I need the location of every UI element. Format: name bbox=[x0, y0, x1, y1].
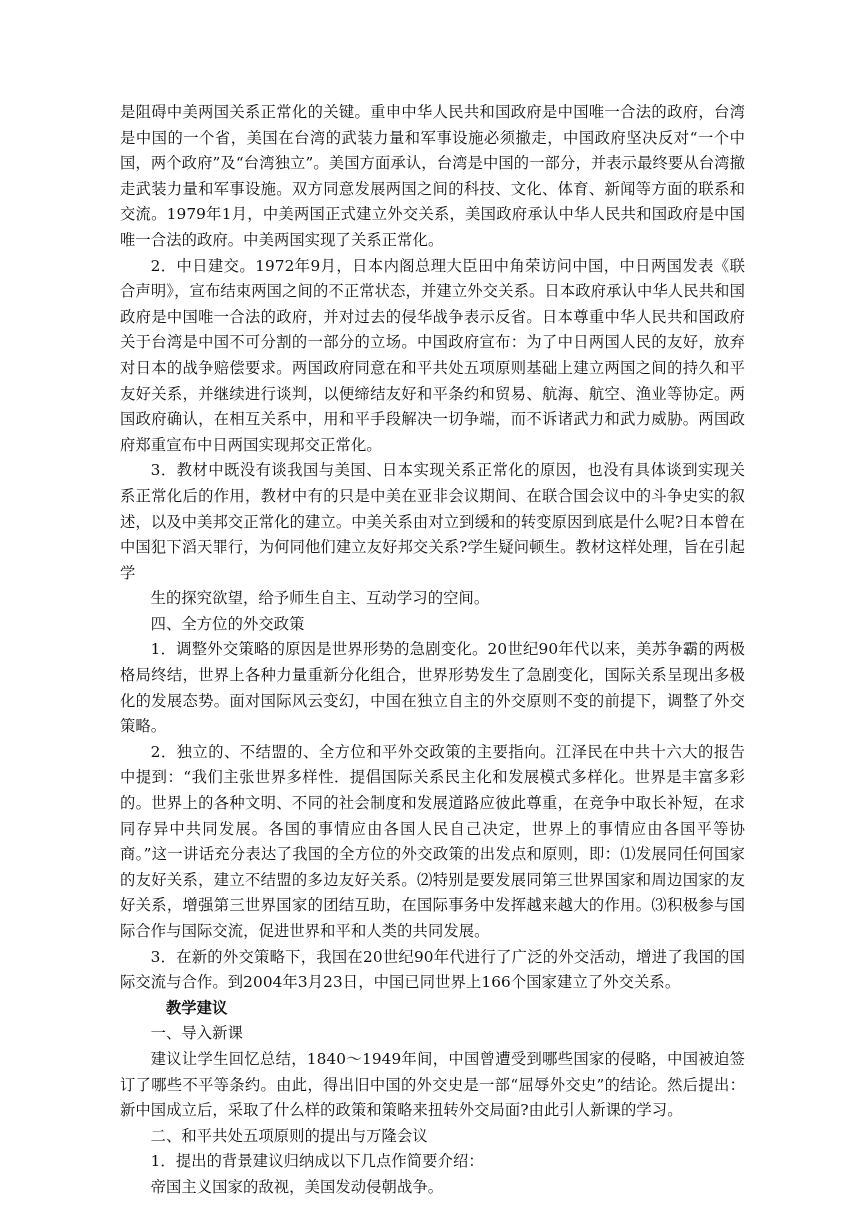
paragraph-strategy-adjustment: 1．调整外交策略的原因是世界形势的急剧变化。20世纪90年代以来，美苏争霸的两极格局终结，世界上各种力量重新分化组合，世界形势发生了急剧变化，国际关系呈现出多极化的发展态势。面对国际风云变幻，中国在独立自主的外交原则不变的前提下，调整了外交策略。 bbox=[120, 640, 745, 736]
paragraph-textbook-analysis: 3．教材中既没有谈我国与美国、日本实现关系正常化的原因，也没有具体谈到实现关系正常化后的作用，教材中有的只是中美在亚非会议期间、在联合国会议中的斗争史实的叙述，以及中美邦交正常化的建立。中美关系由对立到缓和的转变原因到底是什么呢?日本曾在中国犯下滔天罪行，为何同他们建立友好邦交关系?学生疑问顿生。教材这样处理，旨在引起学 bbox=[120, 461, 745, 582]
paragraph-imperialist-hostility: 帝国主义国家的敌视，美国发动侵朝战争。 bbox=[150, 1177, 444, 1196]
subheading-introduce-lesson: 一、导入新课 bbox=[150, 1024, 243, 1043]
paragraph-china-japan-relations: 2．中日建交。1972年9月，日本内阁总理大臣田中角荣访问中国，中日两国发表《联合声明》，宣布结束两国之间的不正常状态，并建立外交关系。日本政府承认中华人民共和国政府是中国唯一合法的政府，并对过去的侵华战争表示反省。日本尊重中华人民共和国政府关于台湾是中国不可分割的一部分的立场。中国政府宣布：为了中日两国人民的友好，放弃对日本的战争赔偿要求。两国政府同意在和平共处五项原则基础上建立两国之间的持久和平友好关系，并继续进行谈判，以便缔结友好和平条约和贸易、航海、航空、渔业等协定。两国政府确认，在相互关系中，用和平手段解决一切争端，而不诉诸武力和武力威胁。两国政府郑重宣布中日两国实现邦交正常化。 bbox=[120, 256, 745, 454]
paragraph-background-intro: 1．提出的背景建议归纳成以下几点作简要介绍： bbox=[150, 1152, 484, 1171]
paragraph-policy-orientation: 2．独立的、不结盟的、全方位和平外交政策的主要指向。江泽民在中共十六大的报告中提到：“我们主张世界多样性．提倡国际关系民主化和发展模式多样化。世界是丰富多彩的。世界上的各种文明、不同的社会制度和发展道路应彼此尊重，在竞争中取长补短，在求同存异中共同发展。各国的事情应由各国人民自己决定，世界上的事情应由各国平等协商。”这一讲话充分表达了我国的全方位的外交政策的出发点和原则，即：⑴发展同任何国家的友好关系，建立不结盟的多边友好关系。⑵特别是要发展同第三世界国家和周边国家的友好关系，增强第三世界国家的团结互助，在国际事务中发挥越来越大的作用。⑶积极参与国际合作与国际交流，促进世界和平和人类的共同发展。 bbox=[120, 742, 745, 940]
subheading-five-principles: 二、和平共处五项原则的提出与万隆会议 bbox=[150, 1126, 428, 1145]
paragraph-normalization-summary: 是阻碍中美两国关系正常化的关键。重申中华人民共和国政府是中国唯一合法的政府，台湾是中国的一个省，美国在台湾的武装力量和军事设施必须撤走，中国政府坚决反对“一个中国，两个政府”及“台湾独立”。美国方面承认，台湾是中国的一部分，并表示最终要从台湾撤走武装力量和军事设施。双方同意发展两国之间的科技、文化、体育、新闻等方面的联系和交流。1979年1月，中美两国正式建立外交关系，美国政府承认中华人民共和国政府是中国唯一合法的政府。中美两国实现了关系正常化。 bbox=[120, 103, 745, 249]
paragraph-diplomatic-activities: 3．在新的外交策略下，我国在20世纪90年代进行了广泛的外交活动，增进了我国的国际交流与合作。到2004年3月23日，中国已同世界上166个国家建立了外交关系。 bbox=[120, 947, 745, 992]
paragraph-textbook-analysis-continued: 生的探究欲望，给予师生自主、互动学习的空间。 bbox=[150, 589, 490, 608]
document-page bbox=[120, 100, 745, 1201]
paragraph-lesson-introduction: 建议让学生回忆总结，1840～1949年间，中国曾遭受到哪些国家的侵略，中国被迫签订了哪些不平等条约。由此，得出旧中国的外交史是一部“屈辱外交史”的结论。然后提出：新中国成立后，采取了什么样的政策和策略来扭转外交局面?由此引人新课的学习。 bbox=[120, 1049, 745, 1120]
teaching-suggestions-heading: 教学建议 bbox=[165, 998, 228, 1017]
section-heading-omnidirectional-diplomacy: 四、全方位的外交政策 bbox=[150, 614, 305, 633]
